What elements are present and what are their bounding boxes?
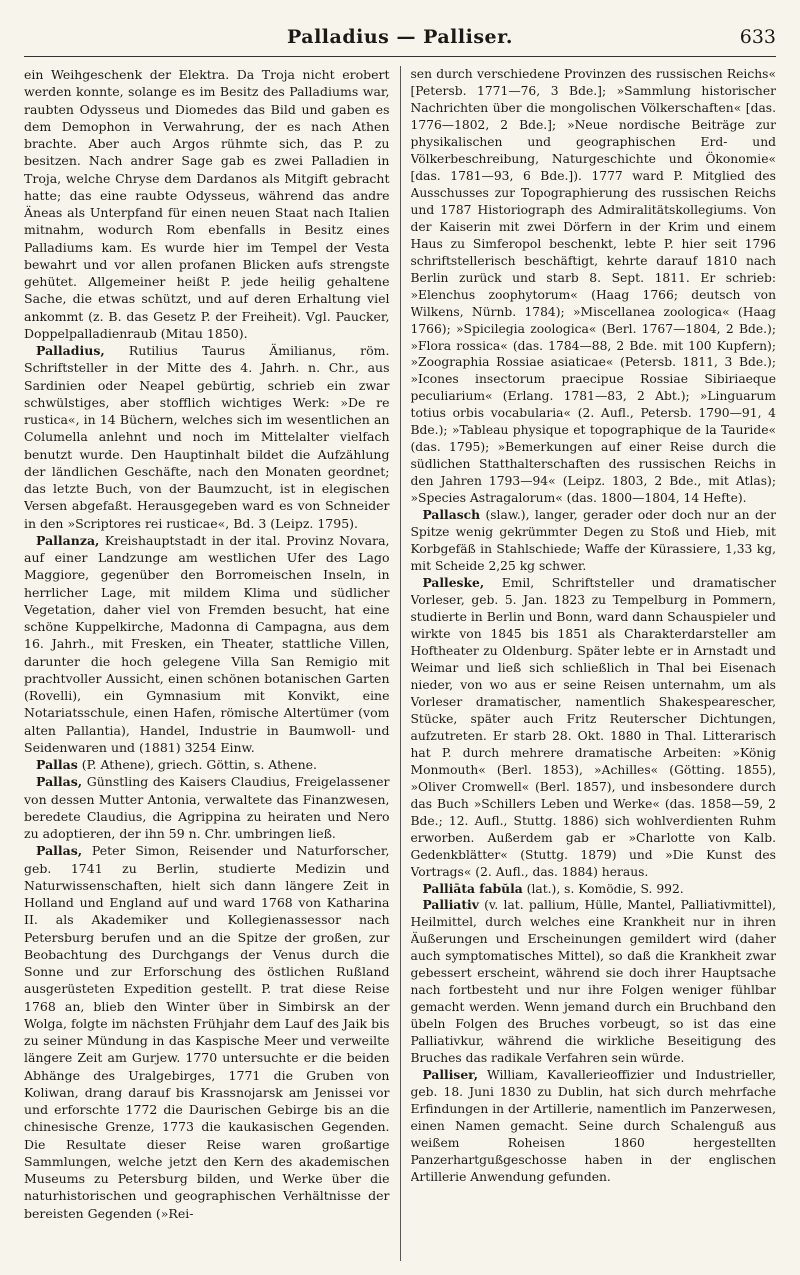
- dictionary-entry: [411, 1067, 777, 1186]
- text-columns: [24, 66, 776, 1261]
- dictionary-entry: [411, 507, 777, 575]
- page-header: [24, 22, 776, 57]
- left-column: [24, 66, 390, 1261]
- entry-text: Günstling des Kaisers Claudius, Freigelassener von dessen Mutter Antonia, verwaltete das Finanzwesen, beredete Claudius, die Agrippina zu heiraten und Nero zu adoptieren, der ihn 59 n. Chr. umbringen ließ.: [24, 774, 390, 841]
- running-head: Palladius — Palliser.: [287, 26, 513, 48]
- dictionary-entry: [24, 756, 390, 773]
- page-number: 633: [739, 26, 776, 48]
- entry-text: Kreishauptstadt in der ital. Provinz Novara, auf einer Landzunge am westlichen Ufer des Lago Maggiore, gegenüber den Borromeischen Inseln, in herrlicher Lage, mit mildem Klima und südlicher Vegetation, daher viel von Fremden besucht, hat eine schöne Kuppelkirche, Madonna di Campagna, aus dem 16. Jahrh., mit Fresken, ein Theater, stattliche Villen, darunter die hoch gelegene Villa San Remigio mit prachtvoller Aussicht, einen schönen botanischen Garten (Rovelli), ein Gymnasium mit Konvikt, eine Notariatsschule, einen Hafen, römische Altertümer (vom alten Pallantia), Handel, Industrie in Baumwoll- und Seidenwaren und (1881) 3254 Einw.: [24, 532, 390, 755]
- dictionary-entry: [24, 842, 390, 1222]
- dictionary-entry: [411, 897, 777, 1067]
- entry-headword: Palliativ: [422, 897, 479, 913]
- entry-headword: Pallas,: [36, 774, 83, 790]
- entry-headword: Palliser,: [422, 1067, 479, 1083]
- dictionary-entry: [411, 881, 777, 898]
- entry-headword: Palliāta fabŭla: [422, 880, 523, 896]
- entry-headword: Pallasch: [422, 507, 481, 523]
- dictionary-entry: [411, 575, 777, 880]
- entry-headword: Pallas,: [36, 843, 83, 859]
- entry-text: (P. Athene), griech. Göttin, s. Athene.: [77, 757, 318, 772]
- entry-text: (lat.), s. Komödie, S. 992.: [522, 881, 684, 896]
- entry-text: (slaw.), langer, gerader oder doch nur an der Spitze wenig gekrümmter Degen zu Stoß und Hieb, mit Korbgefäß in Stahlschiede; Waffe der Kürassiere, 1,33 kg, mit Scheide 2,25 kg schwer.: [410, 508, 776, 574]
- entry-text: (v. lat. pallium, Hülle, Mantel, Palliativmittel), Heilmittel, durch welches eine Krankheit nur in ihren Äußerungen und Erscheinungen gemildert wird (daher auch symptomatisches Mittel), so daß die Krankheit zwar gebessert erscheint, während sie doch ihrer Hauptsache nach fortbesteht und nur ihre Folgen weniger fühlbar gemacht werden. Wenn jemand durch ein Bruchband den übeln Folgen des Bruches vorbeugt, so ist das eine Palliativkur, während die wirkliche Beseitigung des Bruches das radikale Verfahren sein würde.: [410, 898, 776, 1066]
- entry-headword: Pallas: [36, 757, 78, 772]
- entry-text: Peter Simon, Reisender und Naturforscher, geb. 1741 zu Berlin, studierte Medizin und Naturwissenschaften, hielt sich dann längere Zeit in Holland und England auf und ward 1768 von Katharina II. als Akademiker und Kollegienassessor nach Petersburg berufen und an die Spitze der großen, zur Beobachtung des Durchgangs der Venus durch die Sonne und zur Erforschung des östlichen Rußland ausgerüsteten Expedition gestellt. P. trat diese Reise 1768 an, blieb den Winter über in Simbirsk an der Wolga, folgte im nächsten Frühjahr dem Lauf des Jaik bis zu seiner Mündung in das Kaspische Meer und verweilte längere Zeit am Gurjew. 1770 untersuchte er die beiden Abhänge des Uralgebirges, 1771 die Gruben von Koliwan, drang darauf bis Krassnojarsk am Jenissei vor und erforschte 1772 die Daurischen Gebirge bis an die chinesische Grenze, 1773 die kaukasischen Gegenden. Die Resultate dieser Reise waren großartige Sammlungen, welche jetzt den Kern des akademischen Museums zu Petersburg bilden, und Werke über die naturhistorischen und geographischen Verhältnisse der bereisten Gegenden (»Rei-: [24, 843, 390, 1221]
- entry-headword: Palleske,: [422, 575, 485, 591]
- entry-continuation: [411, 66, 777, 507]
- dictionary-entry: [24, 773, 390, 842]
- dictionary-entry: [24, 532, 390, 756]
- dictionary-entry: [24, 342, 390, 532]
- entry-text: ein Weihgeschenk der Elektra. Da Troja nicht erobert werden konnte, solange es im Besitz des Palladiums war, raubten Odysseus und Diomedes das Bild und gaben es dem Demophon in Verwahrung, der es nach Athen brachte. Aber auch Argos rühmte sich, das P. zu besitzen. Nach andrer Sage gab es zwei Palladien in Troja, welche Chryse dem Dardanos als Mitgift gebracht hatte; das eine raubte Odysseus, während das andre Äneas als Unterpfand für einen neuen Staat nach Italien mitnahm, wodurch Rom ebenfalls in Besitz eines Palladiums kam. Es wurde hier im Tempel der Vesta bewahrt und vor allen profanen Blicken aufs strengste gehütet. Allgemeiner heißt P. jede heilig gehaltene Sache, die etwas schützt, und auf deren Erhaltung viel ankommt (z. B. das Gesetz P. der Freiheit). Vgl. Paucker, Doppelpalladienraub (Mitau 1850).: [24, 67, 390, 341]
- entry-headword: Pallanza,: [36, 532, 100, 548]
- entry-text: William, Kavallerieoffizier und Industrieller, geb. 18. Juni 1830 zu Dublin, hat sich durch mehrfache Erfindungen in der Artillerie, namentlich im Panzerwesen, einen Namen gemacht. Seine durch Schalenguß aus weißem Roheisen 1860 hergestellten Panzerhartgußgeschosse haben in der englischen Artillerie Anwendung gefunden.: [410, 1068, 776, 1184]
- entry-text: sen durch verschiedene Provinzen des russischen Reichs« [Petersb. 1771—76, 3 Bde.]; »Sammlung historischer Nachrichten über die mongolischen Völkerschaften« [das. 1776—1802, 2 Bde.]; »Neue nordische Beiträge zur physikalischen und geographischen Erd- und Völkerbeschreibung, Naturgeschichte und Ökonomie« [das. 1781—93, 6 Bde.]). 1777 ward P. Mitglied des Ausschusses zur Topographierung des russischen Reichs und 1787 Historiograph des Admiralitätskollegiums. Von der Kaiserin mit zwei Dörfern in der Krim und einem Haus zu Simferopol beschenkt, lebte P. hier seit 1796 schriftstellerisch beschäftigt, kehrte darauf 1810 nach Berlin zurück und starb 8. Sept. 1811. Er schrieb: »Elenchus zoophytorum« (Haag 1766; deutsch von Wilkens, Nürnb. 1784); »Miscellanea zoologica« (Haag 1766); »Spicilegia zoologica« (Berl. 1767—1804, 2 Bde.); »Flora rossica« (das. 1784—88, 2 Bde. mit 100 Kupfern); »Zoographia Rossiae asiaticae« (Petersb. 1811, 3 Bde.); »Icones insectorum praecipue Rossiae Sibiriaeque peculiarium« (Erlang. 1781—83, 2 Abt.); »Linguarum totius orbis vocabularia« (2. Aufl., Petersb. 1790—91, 4 Bde.); »Tableau physique et topographique de la Tauride« (das. 1795); »Bemerkungen auf einer Reise durch die südlichen Statthalterschaften des russischen Reichs in den Jahren 1793—94« (Leipz. 1803, 2 Bde., mit Atlas); »Species Astragalorum« (das. 1800—1804, 14 Hefte).: [410, 67, 776, 506]
- entry-continuation: [24, 66, 390, 342]
- entry-text: Rutilius Taurus Ämilianus, röm. Schriftsteller in der Mitte des 4. Jahrh. n. Chr., aus Sardinien oder Neapel gebürtig, schrieb ein zwar schwülstiges, aber stofflich wichtiges Werk: »De re rustica«, in 14 Büchern, welches sich im wesentlichen an Columella anlehnt und noch im Mittelalter vielfach benutzt wurde. Den Hauptinhalt bildet die Aufzählung der ländlichen Geschäfte, nach den Monaten geordnet; das letzte Buch, von der Baumzucht, ist in elegischen Versen abgefaßt. Herausgegeben ward es von Schneider in den »Scriptores rei rusticae«, Bd. 3 (Leipz. 1795).: [24, 343, 390, 531]
- entry-text: Emil, Schriftsteller und dramatischer Vorleser, geb. 5. Jan. 1823 zu Tempelburg in Pommern, studierte in Berlin und Bonn, ward dann Schauspieler und wirkte von 1845 bis 1851 als Charakterdarsteller am Hoftheater zu Oldenburg. Später lebte er in Arnstadt und Weimar und ließ sich schließlich in Thal bei Eisenach nieder, von wo aus er seine Reisen unternahm, um als Vorleser dramatischer, namentlich Shakespearescher, Stücke, später auch Fritz Reuterscher Dichtungen, aufzutreten. Er starb 28. Okt. 1880 in Thal. Litterarisch hat P. durch mehrere dramatische Arbeiten: »König Monmouth« (Berl. 1853), »Achilles« (Götting. 1855), »Oliver Cromwell« (Berl. 1857), und insbesondere durch das Buch »Schillers Leben und Werke« (das. 1858—59, 2 Bde.; 12. Aufl., Stuttg. 1886) sich wohlverdienten Ruhm erworben. Außerdem gab er »Charlotte von Kalb. Gedenkblätter« (Stuttg. 1879) und »Die Kunst des Vortrags« (2. Aufl., das. 1884) heraus.: [410, 576, 776, 879]
- column-divider: [400, 66, 401, 1261]
- entry-headword: Palladius,: [36, 343, 105, 358]
- right-column: [411, 66, 777, 1261]
